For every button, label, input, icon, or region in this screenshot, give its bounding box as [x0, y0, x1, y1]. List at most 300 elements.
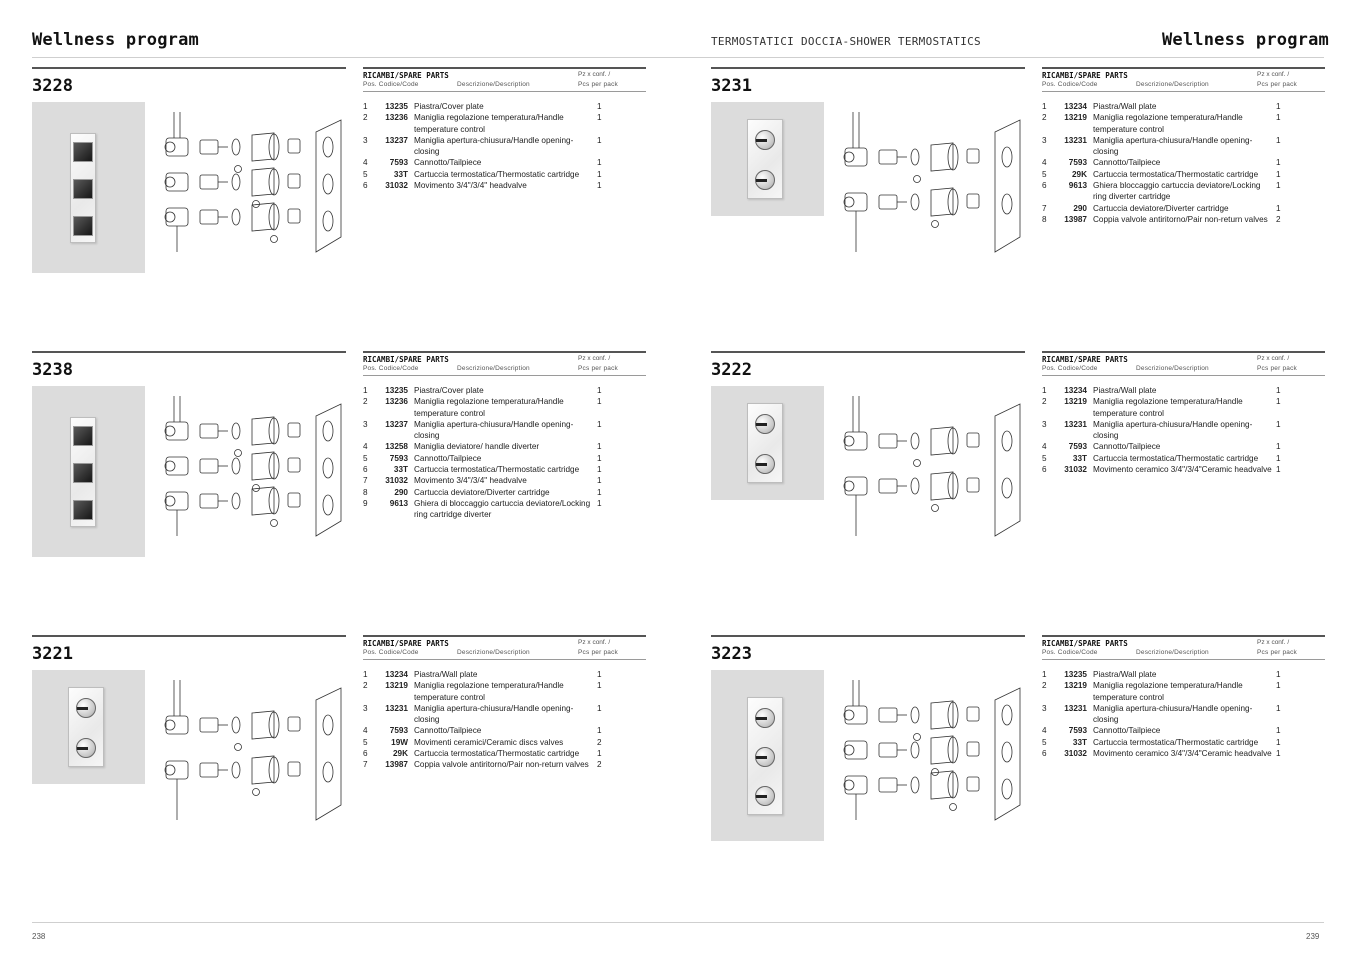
table-title: RICAMBI/SPARE PARTS	[363, 355, 449, 364]
part-code: 13235	[1064, 670, 1087, 679]
product-rule	[711, 67, 1025, 69]
pcs-header: Pz x conf. /	[578, 355, 611, 362]
part-position: 1	[1042, 102, 1047, 111]
pos-code-header: Pos. Codice/Code	[363, 365, 419, 372]
table-rule	[1042, 351, 1325, 353]
pos-code-header: Pos. Codice/Code	[1042, 365, 1098, 372]
table-row	[363, 453, 646, 464]
part-code: 13231	[1064, 703, 1087, 713]
pos-code-header: Pos. Codice/Code	[363, 81, 419, 88]
part-quantity: 1	[1276, 169, 1281, 179]
part-description: Ghiera di bloccaggio cartuccia deviatore/Locking ring cartridge diverter	[414, 498, 591, 520]
part-code: 13219	[1064, 113, 1087, 123]
product-photo	[711, 102, 824, 216]
product-block-3238	[32, 351, 646, 621]
table-rule	[1042, 635, 1325, 637]
part-description: Cannotto/Tailpiece	[1093, 442, 1161, 452]
part-position: 8	[1042, 214, 1047, 224]
part-quantity: 1	[597, 181, 602, 191]
part-code: 13231	[1064, 419, 1087, 429]
model-number: 3221	[32, 644, 73, 664]
part-description: Cartuccia termostatica/Thermostatic cartridge	[414, 465, 580, 475]
part-description: Cartuccia deviatore/Diverter cartridge	[1093, 203, 1229, 213]
part-code: 7593	[389, 158, 408, 168]
part-code: 13234	[1064, 102, 1087, 111]
part-code: 7593	[1068, 442, 1087, 452]
part-description: Maniglia regolazione temperatura/Handle temperature control	[1093, 113, 1243, 134]
part-description: Piastra/Wall plate	[1093, 386, 1157, 395]
table-rule	[363, 67, 646, 69]
part-code: 13235	[385, 102, 408, 111]
table-row	[363, 703, 646, 726]
part-code: 7593	[389, 453, 408, 463]
table-title: RICAMBI/SPARE PARTS	[1042, 71, 1128, 80]
part-code: 19W	[391, 737, 408, 747]
part-quantity: 1	[1276, 670, 1281, 679]
part-position: 5	[363, 737, 368, 747]
table-row	[1042, 203, 1325, 214]
spare-parts-table	[363, 71, 646, 191]
part-description: Maniglia regolazione temperatura/Handle temperature control	[414, 113, 564, 134]
part-position: 1	[1042, 386, 1047, 395]
table-row	[1042, 441, 1325, 452]
part-quantity: 1	[597, 703, 602, 713]
description-header: Descrizione/Description	[457, 649, 530, 656]
part-code: 13231	[385, 703, 408, 713]
part-position: 6	[363, 749, 368, 759]
lever-handle-icon	[755, 786, 775, 806]
exploded-view-drawing	[156, 670, 346, 830]
pcs-header: Pz x conf. /	[1257, 355, 1290, 362]
square-handle-icon	[73, 463, 93, 483]
product-photo	[32, 102, 145, 273]
model-number: 3238	[32, 360, 73, 380]
cover-plate	[747, 119, 783, 199]
description-header: Descrizione/Description	[457, 365, 530, 372]
part-code: 13258	[385, 442, 408, 452]
part-position: 3	[1042, 135, 1047, 145]
part-code: 29K	[1071, 169, 1087, 179]
part-position: 5	[1042, 453, 1047, 463]
model-number: 3231	[711, 76, 752, 96]
table-row	[363, 180, 646, 191]
part-position: 1	[363, 102, 368, 111]
part-quantity: 1	[597, 442, 602, 452]
table-row	[363, 475, 646, 486]
part-description: Cartuccia termostatica/Thermostatic cartridge	[1093, 737, 1259, 747]
pcs-subheader: Pcs per pack	[1257, 365, 1297, 372]
part-description: Cannotto/Tailpiece	[1093, 158, 1161, 168]
lever-handle-icon	[755, 454, 775, 474]
pcs-subheader: Pcs per pack	[578, 649, 618, 656]
cover-plate	[68, 687, 104, 767]
part-position: 4	[363, 158, 368, 168]
part-quantity: 1	[597, 726, 602, 736]
part-description: Coppia valvole antiritorno/Pair non-return valves	[1093, 214, 1268, 224]
product-rule	[32, 635, 346, 637]
table-row	[363, 396, 646, 419]
table-row	[1042, 396, 1325, 419]
square-handle-icon	[73, 216, 93, 236]
brand-title-left: Wellness program	[32, 30, 199, 50]
exploded-view-drawing	[156, 386, 346, 546]
part-code: 13235	[385, 386, 408, 395]
part-position: 8	[363, 487, 368, 497]
part-position: 5	[363, 453, 368, 463]
part-quantity: 1	[1276, 726, 1281, 736]
part-quantity: 1	[1276, 102, 1281, 111]
part-code: 7593	[389, 726, 408, 736]
part-quantity: 1	[597, 397, 602, 407]
part-description: Cannotto/Tailpiece	[414, 726, 482, 736]
spare-parts-table	[1042, 355, 1325, 475]
part-code: 13234	[1064, 386, 1087, 395]
table-row	[1042, 680, 1325, 703]
part-position: 2	[363, 113, 368, 123]
part-quantity: 1	[1276, 386, 1281, 395]
part-code: 13987	[1064, 214, 1087, 224]
part-code: 290	[394, 487, 408, 497]
table-row	[363, 419, 646, 442]
table-header-divider	[363, 91, 646, 92]
part-description: Maniglia apertura-chiusura/Handle opening-closing	[1093, 703, 1253, 725]
table-title: RICAMBI/SPARE PARTS	[1042, 639, 1128, 648]
table-row	[363, 725, 646, 736]
part-description: Maniglia regolazione temperatura/Handle temperature control	[414, 397, 564, 418]
description-header: Descrizione/Description	[1136, 649, 1209, 656]
part-description: Cannotto/Tailpiece	[1093, 726, 1161, 736]
part-quantity: 1	[1276, 113, 1281, 123]
part-code: 13219	[1064, 397, 1087, 407]
lever-handle-icon	[755, 747, 775, 767]
product-rule	[711, 351, 1025, 353]
part-code: 13236	[385, 397, 408, 407]
part-quantity: 1	[597, 113, 602, 123]
table-row	[363, 737, 646, 748]
table-row	[363, 669, 646, 680]
part-description: Coppia valvole antiritorno/Pair non-return valves	[414, 760, 589, 770]
part-position: 5	[363, 169, 368, 179]
product-block-3228	[32, 67, 646, 337]
table-row	[1042, 180, 1325, 203]
table-row	[363, 135, 646, 158]
part-quantity: 1	[597, 670, 602, 679]
part-code: 31032	[1064, 749, 1087, 759]
part-description: Movimento ceramico 3/4"/3/4"Ceramic headvalve	[1093, 749, 1272, 759]
part-position: 2	[1042, 397, 1047, 407]
table-row	[363, 169, 646, 180]
part-position: 4	[1042, 726, 1047, 736]
pos-code-header: Pos. Codice/Code	[1042, 649, 1098, 656]
description-header: Descrizione/Description	[1136, 365, 1209, 372]
page-number-left: 238	[32, 932, 46, 941]
part-position: 1	[363, 670, 368, 679]
square-handle-icon	[73, 426, 93, 446]
description-header: Descrizione/Description	[1136, 81, 1209, 88]
spare-parts-table	[1042, 71, 1325, 225]
part-description: Maniglia deviatore/ handle diverter	[414, 442, 540, 452]
part-position: 2	[1042, 681, 1047, 691]
page-number-right: 239	[1306, 932, 1320, 941]
table-row	[1042, 725, 1325, 736]
part-code: 13231	[1064, 135, 1087, 145]
table-header-divider	[363, 659, 646, 660]
lever-handle-icon	[755, 170, 775, 190]
part-quantity: 1	[1276, 703, 1281, 713]
spare-parts-table	[363, 639, 646, 771]
table-header-divider	[363, 375, 646, 376]
exploded-view-drawing	[835, 386, 1025, 546]
table-row	[1042, 135, 1325, 158]
part-position: 5	[1042, 737, 1047, 747]
part-quantity: 1	[1276, 681, 1281, 691]
lever-handle-icon	[76, 738, 96, 758]
part-code: 7593	[1068, 726, 1087, 736]
pcs-header: Pz x conf. /	[578, 71, 611, 78]
pcs-subheader: Pcs per pack	[578, 81, 618, 88]
square-handle-icon	[73, 500, 93, 520]
part-code: 13237	[385, 419, 408, 429]
part-quantity: 1	[1276, 419, 1281, 429]
lever-handle-icon	[755, 130, 775, 150]
part-position: 3	[1042, 703, 1047, 713]
product-photo	[32, 386, 145, 557]
part-position: 6	[1042, 181, 1047, 191]
product-rule	[32, 67, 346, 69]
table-row	[1042, 737, 1325, 748]
part-position: 6	[363, 465, 368, 475]
table-row	[1042, 453, 1325, 464]
table-row	[363, 112, 646, 135]
part-position: 3	[363, 703, 368, 713]
part-quantity: 1	[1276, 181, 1281, 191]
table-row	[363, 385, 646, 396]
part-quantity: 1	[1276, 203, 1281, 213]
exploded-view-drawing	[835, 670, 1025, 830]
product-block-3231	[711, 67, 1325, 337]
part-quantity: 1	[597, 465, 602, 475]
part-quantity: 1	[1276, 453, 1281, 463]
part-quantity: 1	[1276, 465, 1281, 475]
pos-code-header: Pos. Codice/Code	[363, 649, 419, 656]
part-quantity: 1	[1276, 442, 1281, 452]
table-row	[363, 680, 646, 703]
part-code: 31032	[385, 181, 408, 191]
lever-handle-icon	[76, 698, 96, 718]
part-quantity: 1	[597, 169, 602, 179]
pcs-header: Pz x conf. /	[1257, 639, 1290, 646]
table-row	[1042, 214, 1325, 225]
part-description: Piastra/Cover plate	[414, 102, 484, 111]
part-description: Movimento 3/4"/3/4" headvalve	[414, 181, 527, 191]
table-row	[363, 464, 646, 475]
part-code: 290	[1073, 203, 1087, 213]
table-header-divider	[1042, 659, 1325, 660]
part-description: Maniglia apertura-chiusura/Handle opening-closing	[414, 419, 574, 441]
table-row	[1042, 101, 1325, 112]
pcs-subheader: Pcs per pack	[1257, 81, 1297, 88]
part-quantity: 1	[1276, 737, 1281, 747]
part-position: 7	[1042, 203, 1047, 213]
table-rule	[363, 351, 646, 353]
part-code: 7593	[1068, 158, 1087, 168]
part-code: 9613	[389, 498, 408, 508]
part-description: Cartuccia deviatore/Diverter cartridge	[414, 487, 550, 497]
part-description: Movimento 3/4"/3/4" headvalve	[414, 476, 527, 486]
cover-plate	[70, 417, 96, 527]
part-quantity: 1	[1276, 158, 1281, 168]
table-row	[1042, 169, 1325, 180]
table-row	[1042, 669, 1325, 680]
table-title: RICAMBI/SPARE PARTS	[363, 71, 449, 80]
part-code: 33T	[1072, 453, 1087, 463]
part-description: Maniglia apertura-chiusura/Handle opening-closing	[1093, 135, 1253, 157]
description-header: Descrizione/Description	[457, 81, 530, 88]
part-description: Cannotto/Tailpiece	[414, 158, 482, 168]
part-position: 2	[1042, 113, 1047, 123]
table-row	[1042, 385, 1325, 396]
cover-plate	[747, 697, 783, 815]
cover-plate	[747, 403, 783, 483]
part-code: 13219	[1064, 681, 1087, 691]
part-quantity: 1	[597, 749, 602, 759]
part-description: Maniglia regolazione temperatura/Handle temperature control	[414, 681, 564, 702]
part-description: Maniglia regolazione temperatura/Handle temperature control	[1093, 681, 1243, 702]
part-description: Cartuccia termostatica/Thermostatic cartridge	[1093, 453, 1259, 463]
model-number: 3222	[711, 360, 752, 380]
cover-plate	[70, 133, 96, 243]
table-row	[363, 498, 646, 521]
part-code: 33T	[1072, 737, 1087, 747]
model-number: 3228	[32, 76, 73, 96]
table-row	[363, 748, 646, 759]
part-quantity: 1	[1276, 397, 1281, 407]
part-position: 3	[363, 135, 368, 145]
part-code: 29K	[392, 749, 408, 759]
part-quantity: 1	[597, 102, 602, 111]
part-code: 13237	[385, 135, 408, 145]
part-position: 2	[363, 681, 368, 691]
part-quantity: 1	[597, 681, 602, 691]
part-description: Movimenti ceramici/Ceramic discs valves	[414, 737, 564, 747]
product-block-3223	[711, 635, 1325, 905]
part-description: Cartuccia termostatica/Thermostatic cartridge	[414, 169, 580, 179]
part-quantity: 1	[597, 386, 602, 395]
part-quantity: 2	[1276, 214, 1281, 224]
table-row	[1042, 112, 1325, 135]
part-position: 7	[363, 476, 368, 486]
part-code: 13236	[385, 113, 408, 123]
product-photo	[711, 670, 824, 841]
part-code: 33T	[393, 465, 408, 475]
part-code: 31032	[385, 476, 408, 486]
table-row	[363, 441, 646, 452]
part-position: 1	[1042, 670, 1047, 679]
table-row	[1042, 703, 1325, 726]
table-title: RICAMBI/SPARE PARTS	[1042, 355, 1128, 364]
square-handle-icon	[73, 179, 93, 199]
table-row	[1042, 748, 1325, 759]
pos-code-header: Pos. Codice/Code	[1042, 81, 1098, 88]
part-position: 9	[363, 498, 368, 508]
part-description: Cartuccia termostatica/Thermostatic cartridge	[414, 749, 580, 759]
part-description: Cartuccia termostatica/Thermostatic cartridge	[1093, 169, 1259, 179]
pcs-subheader: Pcs per pack	[578, 365, 618, 372]
pcs-subheader: Pcs per pack	[1257, 649, 1297, 656]
part-position: 4	[1042, 158, 1047, 168]
table-row	[1042, 464, 1325, 475]
part-quantity: 2	[597, 760, 602, 770]
part-quantity: 1	[597, 487, 602, 497]
lever-handle-icon	[755, 414, 775, 434]
part-position: 6	[363, 181, 368, 191]
model-number: 3223	[711, 644, 752, 664]
part-position: 4	[1042, 442, 1047, 452]
square-handle-icon	[73, 142, 93, 162]
product-photo	[711, 386, 824, 500]
header-divider	[32, 57, 1324, 58]
part-description: Maniglia apertura-chiusura/Handle opening-closing	[414, 703, 574, 725]
product-rule	[711, 635, 1025, 637]
part-code: 13234	[385, 670, 408, 679]
part-code: 31032	[1064, 465, 1087, 475]
table-row	[363, 487, 646, 498]
part-position: 4	[363, 442, 368, 452]
product-block-3221	[32, 635, 646, 905]
part-position: 4	[363, 726, 368, 736]
part-position: 1	[363, 386, 368, 395]
part-quantity: 1	[597, 135, 602, 145]
product-rule	[32, 351, 346, 353]
part-description: Maniglia apertura-chiusura/Handle opening-closing	[1093, 419, 1253, 441]
part-description: Maniglia apertura-chiusura/Handle opening-closing	[414, 135, 574, 157]
lever-handle-icon	[755, 708, 775, 728]
part-code: 9613	[1068, 181, 1087, 191]
part-position: 6	[1042, 749, 1047, 759]
part-quantity: 1	[1276, 135, 1281, 145]
part-quantity: 1	[597, 419, 602, 429]
pcs-header: Pz x conf. /	[578, 639, 611, 646]
spare-parts-table	[363, 355, 646, 521]
part-quantity: 1	[1276, 749, 1281, 759]
part-quantity: 1	[597, 476, 602, 486]
part-position: 3	[1042, 419, 1047, 429]
part-description: Cannotto/Tailpiece	[414, 453, 482, 463]
table-row	[363, 101, 646, 112]
part-description: Piastra/Cover plate	[414, 386, 484, 395]
part-position: 5	[1042, 169, 1047, 179]
table-row	[1042, 419, 1325, 442]
table-title: RICAMBI/SPARE PARTS	[363, 639, 449, 648]
part-description: Maniglia regolazione temperatura/Handle temperature control	[1093, 397, 1243, 418]
table-row	[363, 157, 646, 168]
product-photo	[32, 670, 145, 784]
part-position: 7	[363, 760, 368, 770]
spare-parts-table	[1042, 639, 1325, 759]
part-position: 6	[1042, 465, 1047, 475]
part-description: Piastra/Wall plate	[1093, 102, 1157, 111]
pcs-header: Pz x conf. /	[1257, 71, 1290, 78]
part-position: 3	[363, 419, 368, 429]
footer-divider	[32, 922, 1324, 923]
part-description: Piastra/Wall plate	[1093, 670, 1157, 679]
part-quantity: 1	[597, 498, 602, 508]
part-description: Ghiera bloccaggio cartuccia deviatore/Locking ring diverter cartridge	[1093, 181, 1261, 202]
exploded-view-drawing	[835, 102, 1025, 262]
part-quantity: 1	[597, 453, 602, 463]
part-quantity: 2	[597, 737, 602, 747]
part-code: 13987	[385, 760, 408, 770]
